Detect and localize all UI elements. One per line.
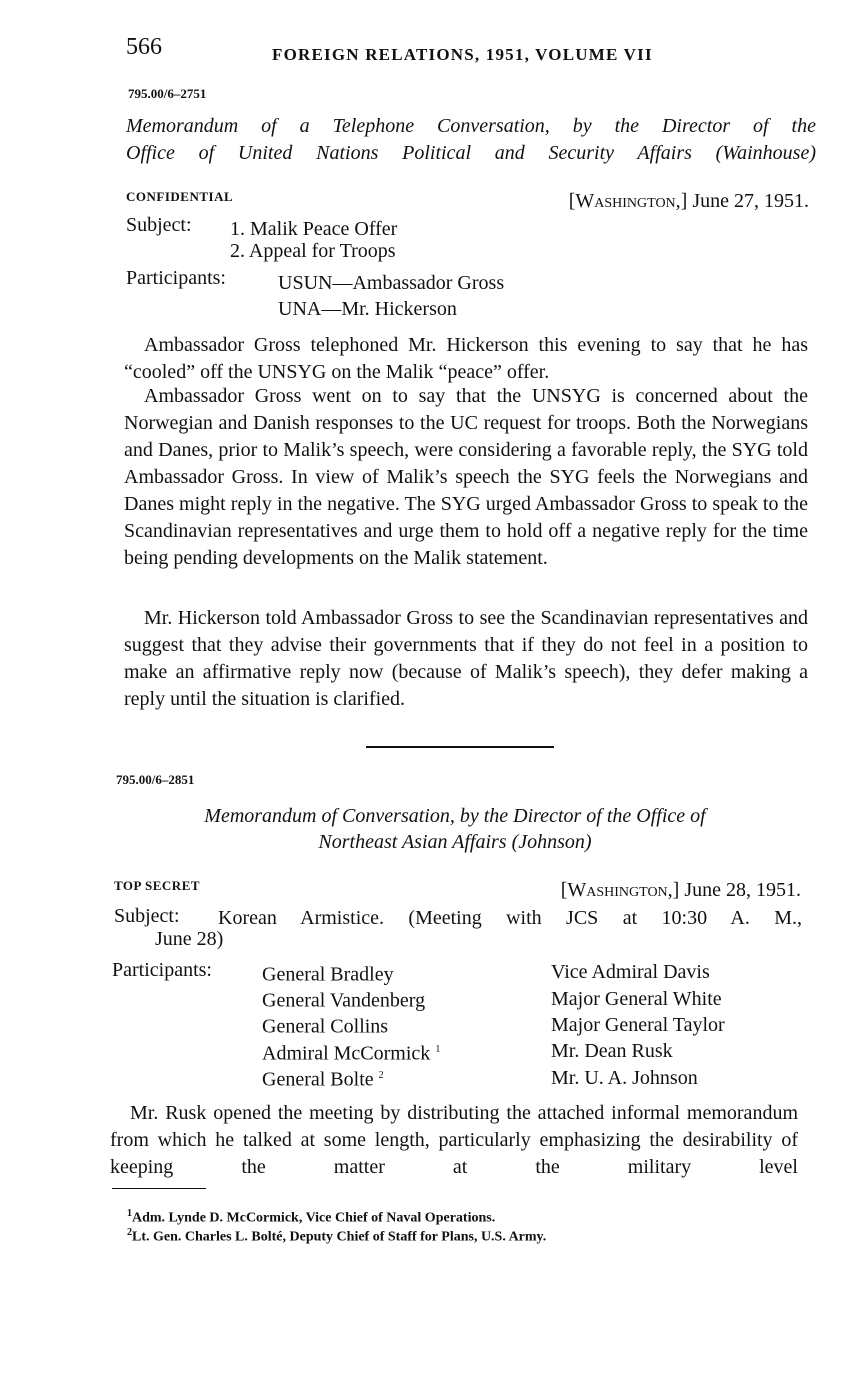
doc2-title-line1: Memorandum of Conversation, by the Director of the Office of: [204, 805, 706, 827]
doc1-subject-item: 1. Malik Peace Offer: [230, 218, 398, 240]
page-number: 566: [126, 34, 162, 60]
doc2-participant-right: Vice Admiral Davis: [551, 961, 710, 983]
doc2-participant-right: Major General Taylor: [551, 1014, 725, 1036]
footnote-mark: 1: [127, 1208, 132, 1219]
footnote-text: Lt. Gen. Charles L. Bolté, Deputy Chief of Staff for Plans, U.S. Army.: [132, 1229, 547, 1245]
doc2-paragraph: Mr. Rusk opened the meeting by distributing the attached informal memorandum from which he talked at some length, particularly emphasizing the desirability of keeping the matter at the military level: [110, 1102, 798, 1178]
doc1-place: [Washington,]: [568, 190, 688, 212]
footnote-text: Adm. Lynde D. McCormick, Vice Chief of Naval Operations.: [132, 1210, 496, 1226]
doc2-place: [Washington,]: [560, 879, 680, 901]
doc2-subject-label: Subject:: [114, 905, 180, 927]
footnote: [127, 1224, 546, 1246]
doc1-subject-label: Subject:: [126, 214, 192, 236]
footnote-ref: 1: [435, 1044, 441, 1055]
doc1-dateline: [569, 190, 809, 213]
section-divider: [366, 746, 554, 748]
doc2-participant-right: Mr. Dean Rusk: [551, 1040, 673, 1062]
doc2-title-line2: Northeast Asian Affairs (Johnson): [318, 831, 592, 853]
doc2-participants-label: Participants:: [112, 959, 212, 981]
footnote-mark: 2: [127, 1227, 132, 1238]
doc2-participant-right: Mr. U. A. Johnson: [551, 1067, 698, 1089]
doc1-date: June 27, 1951.: [692, 190, 809, 212]
doc1-paragraph: Ambassador Gross telephoned Mr. Hickerson this evening to say that he has “cooled” off the UNSYG on the Malik “peace” offer.: [124, 334, 808, 383]
running-head: FOREIGN RELATIONS, 1951, VOLUME VII: [272, 45, 653, 64]
doc2-classification: TOP SECRET: [114, 878, 201, 893]
doc1-participant: USUN—Ambassador Gross: [278, 272, 505, 294]
doc2-participant-left: General Vandenberg: [262, 989, 426, 1012]
footnote-rule: [112, 1188, 206, 1189]
doc1-classification: CONFIDENTIAL: [126, 189, 234, 204]
doc1-paragraph: Mr. Hickerson told Ambassador Gross to see the Scandinavian representatives and suggest that they advise their governments that if they do not feel in a position to make an affirmative reply now (because of Malik’s speech), they defer making a reply until the situation is clarified.: [124, 607, 808, 710]
doc1-id: 795.00/6–2751: [128, 86, 207, 101]
footnote-ref: 2: [378, 1070, 384, 1081]
doc2-subject-line1: Korean Armistice. (Meeting with JCS at 10:30 A. M.,: [218, 907, 802, 929]
doc2-participant-left: General Bolte $^2$: [262, 1068, 384, 1091]
doc2-participant-left: General Bradley: [262, 963, 394, 986]
doc2-id: 795.00/6–2851: [116, 772, 195, 787]
doc2-participant-right: Major General White: [551, 988, 722, 1010]
doc1-subject-item: 2. Appeal for Troops: [230, 240, 396, 262]
doc2-subject-line2: June 28): [155, 928, 224, 950]
doc2-participant-left: Admiral McCormick $^1$: [262, 1042, 441, 1065]
doc1-title-line1: Memorandum of a Telephone Conversation, by the Director of the: [126, 115, 816, 137]
doc2-dateline: [561, 879, 801, 902]
doc1-participants-label: Participants:: [126, 267, 226, 289]
doc2-date: June 28, 1951.: [684, 879, 801, 901]
doc1-title-line2: Office of United Nations Political and Security Affairs (Wainhouse): [126, 142, 816, 164]
doc2-participant-left: General Collins: [262, 1015, 389, 1038]
doc1-participant: UNA—Mr. Hickerson: [278, 298, 457, 320]
doc1-paragraph: Ambassador Gross went on to say that the UNSYG is concerned about the Norwegian and Danish responses to the UC request for troops. Both the Norwegians and Danes, prior to Malik’s speech, were considering a favorable reply, the SYG told Ambassador Gross. In view of Malik’s speech the SYG feels the Norwegians and Danes might reply in the negative. The SYG urged Ambassador Gross to speak to the Scandinavian representatives and urge them to hold off a negative reply for the time being pending developments on the Malik statement.: [124, 385, 808, 569]
